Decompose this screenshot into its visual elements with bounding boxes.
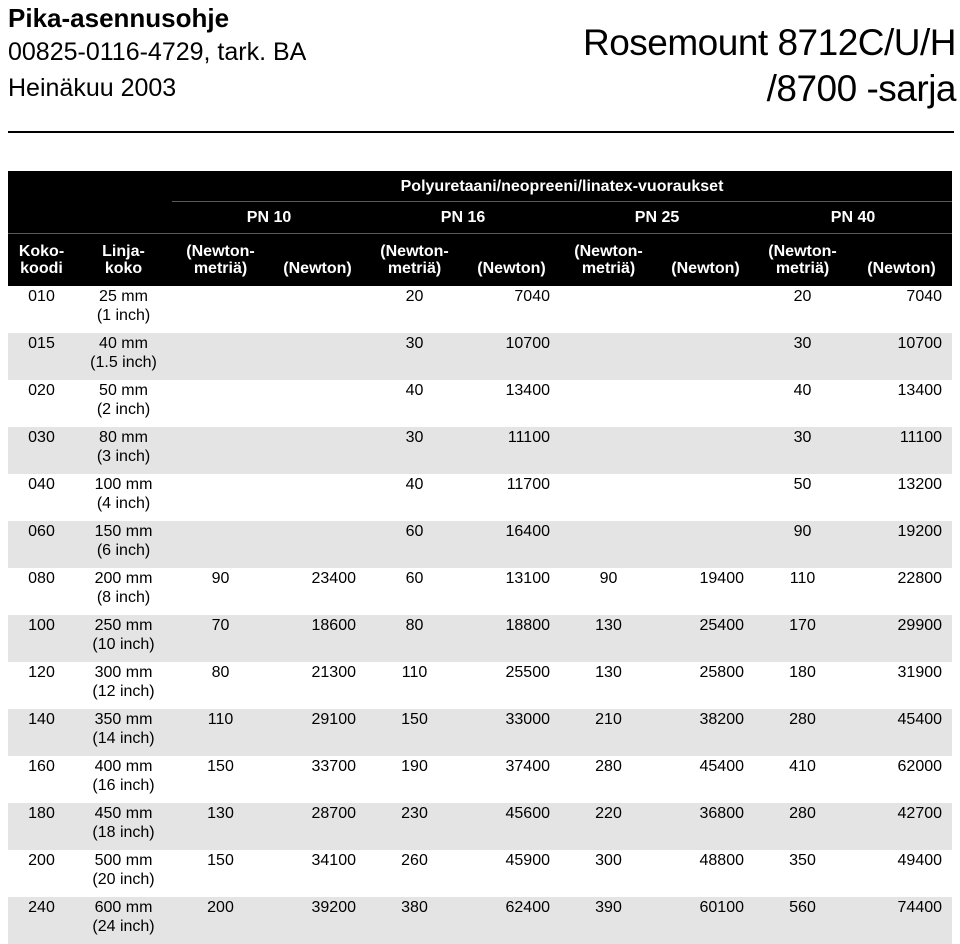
torque-nm-cell [172, 427, 269, 474]
line-size-inch: (12 inch) [92, 683, 155, 700]
line-size-cell [75, 615, 172, 662]
torque-nm-cell [560, 380, 657, 427]
torque-nm-cell: 60 [366, 521, 463, 568]
line-size-inch: (20 inch) [92, 871, 155, 888]
line-size-inch: (8 inch) [96, 589, 151, 606]
torque-nm-cell: 70 [172, 615, 269, 662]
force-newton-cell [269, 286, 366, 333]
force-newton-cell [269, 427, 366, 474]
document-title: Pika-asennusohje [8, 3, 230, 33]
torque-nm-cell: 210 [560, 709, 657, 756]
torque-nm-cell: 150 [207, 852, 234, 869]
force-newton-cell: 18600 [269, 615, 366, 662]
document-header [8, 2, 306, 106]
column-header-newton: (Newton) [851, 234, 952, 287]
line-size-cell [75, 850, 172, 897]
force-newton-cell: 19200 [851, 521, 952, 568]
size-code-cell: 020 [28, 382, 55, 399]
torque-nm-cell [172, 521, 269, 568]
force-newton-cell: 45600 [463, 803, 560, 850]
table-row [8, 427, 952, 474]
line-size-cell [75, 427, 172, 474]
force-newton-cell [269, 380, 366, 427]
torque-nm-cell: 90 [599, 570, 618, 587]
torque-nm-cell: 110 [789, 570, 816, 587]
line-size-mm: 150 mm [94, 523, 153, 540]
torque-nm-cell: 90 [754, 521, 851, 568]
torque-nm-cell: 30 [366, 333, 463, 380]
force-newton-cell: 25800 [699, 664, 744, 681]
column-header-line-size: Linja- koko [75, 234, 172, 287]
column-header-newton: (Newton) [269, 234, 366, 287]
lining-group-title: Polyuretaani/neopreeni/linatex-vuoraukset [172, 171, 952, 202]
line-size-cell [75, 662, 172, 709]
torque-nm-cell: 280 [754, 709, 851, 756]
torque-nm-cell: 300 [595, 852, 622, 869]
force-newton-cell: 29900 [851, 615, 952, 662]
torque-nm-cell: 380 [366, 897, 463, 944]
force-newton-cell: 60100 [657, 897, 754, 944]
table-row [8, 521, 952, 568]
force-newton-cell: 36800 [657, 803, 754, 850]
line-size-mm: 40 mm [99, 335, 148, 352]
torque-nm-cell: 40 [405, 382, 424, 399]
size-code-cell: 015 [8, 333, 75, 380]
size-code-cell: 040 [28, 476, 55, 493]
line-size-mm: 25 mm [99, 288, 148, 305]
torque-nm-cell: 260 [401, 852, 428, 869]
pn-label: PN 25 [560, 202, 754, 234]
force-newton-cell: 29100 [269, 709, 366, 756]
table-row [8, 568, 952, 615]
line-size-cell [75, 897, 172, 944]
line-size-inch: (18 inch) [92, 824, 155, 841]
size-code-cell: 030 [8, 427, 75, 474]
force-newton-cell [269, 521, 366, 568]
force-newton-cell: 74400 [851, 897, 952, 944]
size-code-cell: 120 [28, 664, 55, 681]
torque-nm-cell [560, 521, 657, 568]
line-size-mm: 200 mm [94, 570, 153, 587]
force-newton-cell: 42700 [851, 803, 952, 850]
force-newton-cell: 33700 [311, 758, 356, 775]
line-size-inch: (4 inch) [96, 495, 151, 512]
line-size-inch: (10 inch) [92, 636, 155, 653]
line-size-mm: 100 mm [94, 476, 153, 493]
header-blank [8, 202, 172, 234]
table-row [8, 803, 952, 850]
force-newton-cell: 25400 [657, 615, 754, 662]
line-size-inch: (14 inch) [92, 730, 155, 747]
force-newton-cell: 23400 [311, 570, 356, 587]
column-header-newton-meters: (Newton- metriä) [172, 234, 269, 287]
force-newton-cell: 13200 [897, 476, 943, 493]
force-newton-cell: 7040 [906, 288, 943, 305]
force-newton-cell: 49400 [897, 852, 943, 869]
table-row [8, 380, 952, 427]
pn-label: PN 40 [754, 202, 952, 234]
torque-nm-cell: 150 [366, 709, 463, 756]
force-newton-cell [269, 474, 366, 521]
line-size-mm: 500 mm [94, 852, 153, 869]
line-size-mm: 300 mm [94, 664, 153, 681]
force-newton-cell: 62000 [897, 758, 943, 775]
table-row [8, 662, 952, 709]
document-date: Heinäkuu 2003 [8, 74, 177, 102]
column-header-newton-meters: (Newton- metriä) [754, 234, 851, 287]
torque-nm-cell [172, 286, 269, 333]
force-newton-cell: 10700 [851, 333, 952, 380]
torque-nm-cell: 80 [366, 615, 463, 662]
force-newton-cell: 21300 [311, 664, 356, 681]
force-newton-cell [657, 427, 754, 474]
line-size-mm: 450 mm [94, 805, 153, 822]
column-header-size-code: Koko- koodi [8, 234, 75, 287]
torque-nm-cell: 350 [789, 852, 816, 869]
force-newton-cell: 25500 [505, 664, 550, 681]
torque-nm-cell [172, 474, 269, 521]
product-name [583, 20, 956, 112]
size-code-cell: 240 [8, 897, 75, 944]
torque-nm-cell: 40 [405, 476, 424, 493]
torque-nm-cell [560, 333, 657, 380]
force-newton-cell: 31900 [897, 664, 943, 681]
document-number: 00825-0116-4729, tark. BA [8, 38, 307, 66]
force-newton-cell: 7040 [514, 288, 550, 305]
torque-nm-cell: 110 [401, 664, 428, 681]
force-newton-cell [657, 521, 754, 568]
table-row [8, 333, 952, 380]
line-size-inch: (1.5 inch) [90, 354, 157, 371]
line-size-inch: (16 inch) [92, 777, 155, 794]
torque-nm-cell: 130 [172, 803, 269, 850]
force-newton-cell: 10700 [463, 333, 560, 380]
force-newton-cell [657, 333, 754, 380]
size-code-cell: 080 [28, 570, 55, 587]
force-newton-cell: 11700 [506, 476, 550, 493]
force-newton-cell: 45900 [505, 852, 550, 869]
force-newton-cell: 45400 [851, 709, 952, 756]
force-newton-cell [657, 380, 754, 427]
line-size-inch: (3 inch) [96, 448, 151, 465]
size-code-cell: 100 [8, 615, 75, 662]
torque-nm-cell: 190 [401, 758, 428, 775]
line-size-cell [75, 380, 172, 427]
column-header-newton: (Newton) [657, 234, 754, 287]
table-row [8, 286, 952, 333]
torque-nm-cell: 170 [754, 615, 851, 662]
line-size-mm: 600 mm [94, 899, 153, 916]
size-code-cell: 140 [8, 709, 75, 756]
force-newton-cell: 38200 [657, 709, 754, 756]
column-header-newton-meters: (Newton- metriä) [366, 234, 463, 287]
torque-nm-cell [560, 474, 657, 521]
torque-nm-cell [172, 333, 269, 380]
table-row [8, 709, 952, 756]
force-newton-cell [657, 474, 754, 521]
force-newton-cell: 13100 [505, 570, 550, 587]
line-size-cell [75, 803, 172, 850]
line-size-cell [75, 474, 172, 521]
force-newton-cell: 34100 [311, 852, 356, 869]
torque-nm-cell: 20 [793, 288, 812, 305]
force-newton-cell [657, 286, 754, 333]
size-code-cell: 160 [28, 758, 55, 775]
torque-nm-cell: 130 [560, 615, 657, 662]
torque-nm-cell: 40 [793, 382, 812, 399]
torque-nm-cell [172, 380, 269, 427]
line-size-mm: 400 mm [94, 758, 153, 775]
force-newton-cell: 11100 [851, 427, 952, 474]
line-size-inch: (2 inch) [96, 401, 151, 418]
torque-nm-cell: 390 [560, 897, 657, 944]
torque-nm-cell: 220 [560, 803, 657, 850]
force-newton-cell: 22800 [897, 570, 943, 587]
force-newton-cell: 48800 [699, 852, 744, 869]
line-size-mm: 80 mm [99, 429, 148, 446]
line-size-mm: 250 mm [94, 617, 153, 634]
torque-nm-cell: 50 [793, 476, 812, 493]
torque-nm-cell: 130 [595, 664, 622, 681]
force-newton-cell: 37400 [505, 758, 550, 775]
product-name-line2: /8700 -sarja [766, 68, 956, 109]
torque-nm-cell [560, 427, 657, 474]
torque-nm-cell: 20 [405, 288, 424, 305]
torque-nm-cell: 30 [366, 427, 463, 474]
force-newton-cell: 33000 [463, 709, 560, 756]
table-row [8, 615, 952, 662]
torque-nm-cell: 280 [754, 803, 851, 850]
line-size-cell [75, 333, 172, 380]
line-size-inch: (1 inch) [96, 307, 151, 324]
torque-nm-cell: 230 [366, 803, 463, 850]
torque-nm-cell: 30 [754, 333, 851, 380]
table-row [8, 897, 952, 944]
torque-nm-cell: 560 [754, 897, 851, 944]
line-size-cell [75, 521, 172, 568]
pn-label: PN 16 [366, 202, 560, 234]
table-row [8, 850, 952, 897]
force-newton-cell: 16400 [463, 521, 560, 568]
force-newton-cell: 45400 [699, 758, 744, 775]
size-code-cell: 180 [8, 803, 75, 850]
force-newton-cell: 13400 [505, 382, 550, 399]
torque-nm-cell: 60 [405, 570, 424, 587]
size-code-cell: 010 [28, 288, 55, 305]
line-size-mm: 350 mm [94, 711, 153, 728]
torque-nm-cell: 150 [207, 758, 234, 775]
line-size-mm: 50 mm [99, 382, 148, 399]
size-code-cell: 200 [28, 852, 55, 869]
torque-nm-cell: 200 [172, 897, 269, 944]
pn-label: PN 10 [172, 202, 366, 234]
header-rule [8, 131, 954, 133]
force-newton-cell: 11100 [463, 427, 560, 474]
product-name-line1: Rosemount 8712C/U/H [582, 22, 956, 63]
header-blank [8, 171, 172, 202]
force-newton-cell: 62400 [463, 897, 560, 944]
table-row [8, 756, 952, 803]
force-newton-cell: 13400 [897, 382, 943, 399]
line-size-cell [75, 709, 172, 756]
force-newton-cell: 19400 [699, 570, 744, 587]
column-header-newton-meters: (Newton- metriä) [560, 234, 657, 287]
size-code-cell: 060 [8, 521, 75, 568]
torque-nm-cell [560, 286, 657, 333]
table-body [8, 286, 952, 944]
force-newton-cell: 28700 [269, 803, 366, 850]
torque-nm-cell: 30 [754, 427, 851, 474]
torque-nm-cell: 410 [789, 758, 816, 775]
force-newton-cell [269, 333, 366, 380]
table-row [8, 474, 952, 521]
torque-nm-cell: 80 [211, 664, 230, 681]
torque-nm-cell: 110 [172, 709, 269, 756]
torque-nm-cell: 90 [211, 570, 230, 587]
torque-nm-cell: 280 [595, 758, 622, 775]
column-header-newton: (Newton) [463, 234, 560, 287]
line-size-cell [75, 286, 172, 333]
force-newton-cell: 18800 [463, 615, 560, 662]
force-newton-cell: 39200 [269, 897, 366, 944]
torque-table [8, 171, 952, 944]
line-size-cell [75, 568, 172, 615]
torque-nm-cell: 180 [789, 664, 816, 681]
line-size-cell [75, 756, 172, 803]
line-size-inch: (24 inch) [92, 918, 155, 935]
line-size-inch: (6 inch) [96, 542, 151, 559]
